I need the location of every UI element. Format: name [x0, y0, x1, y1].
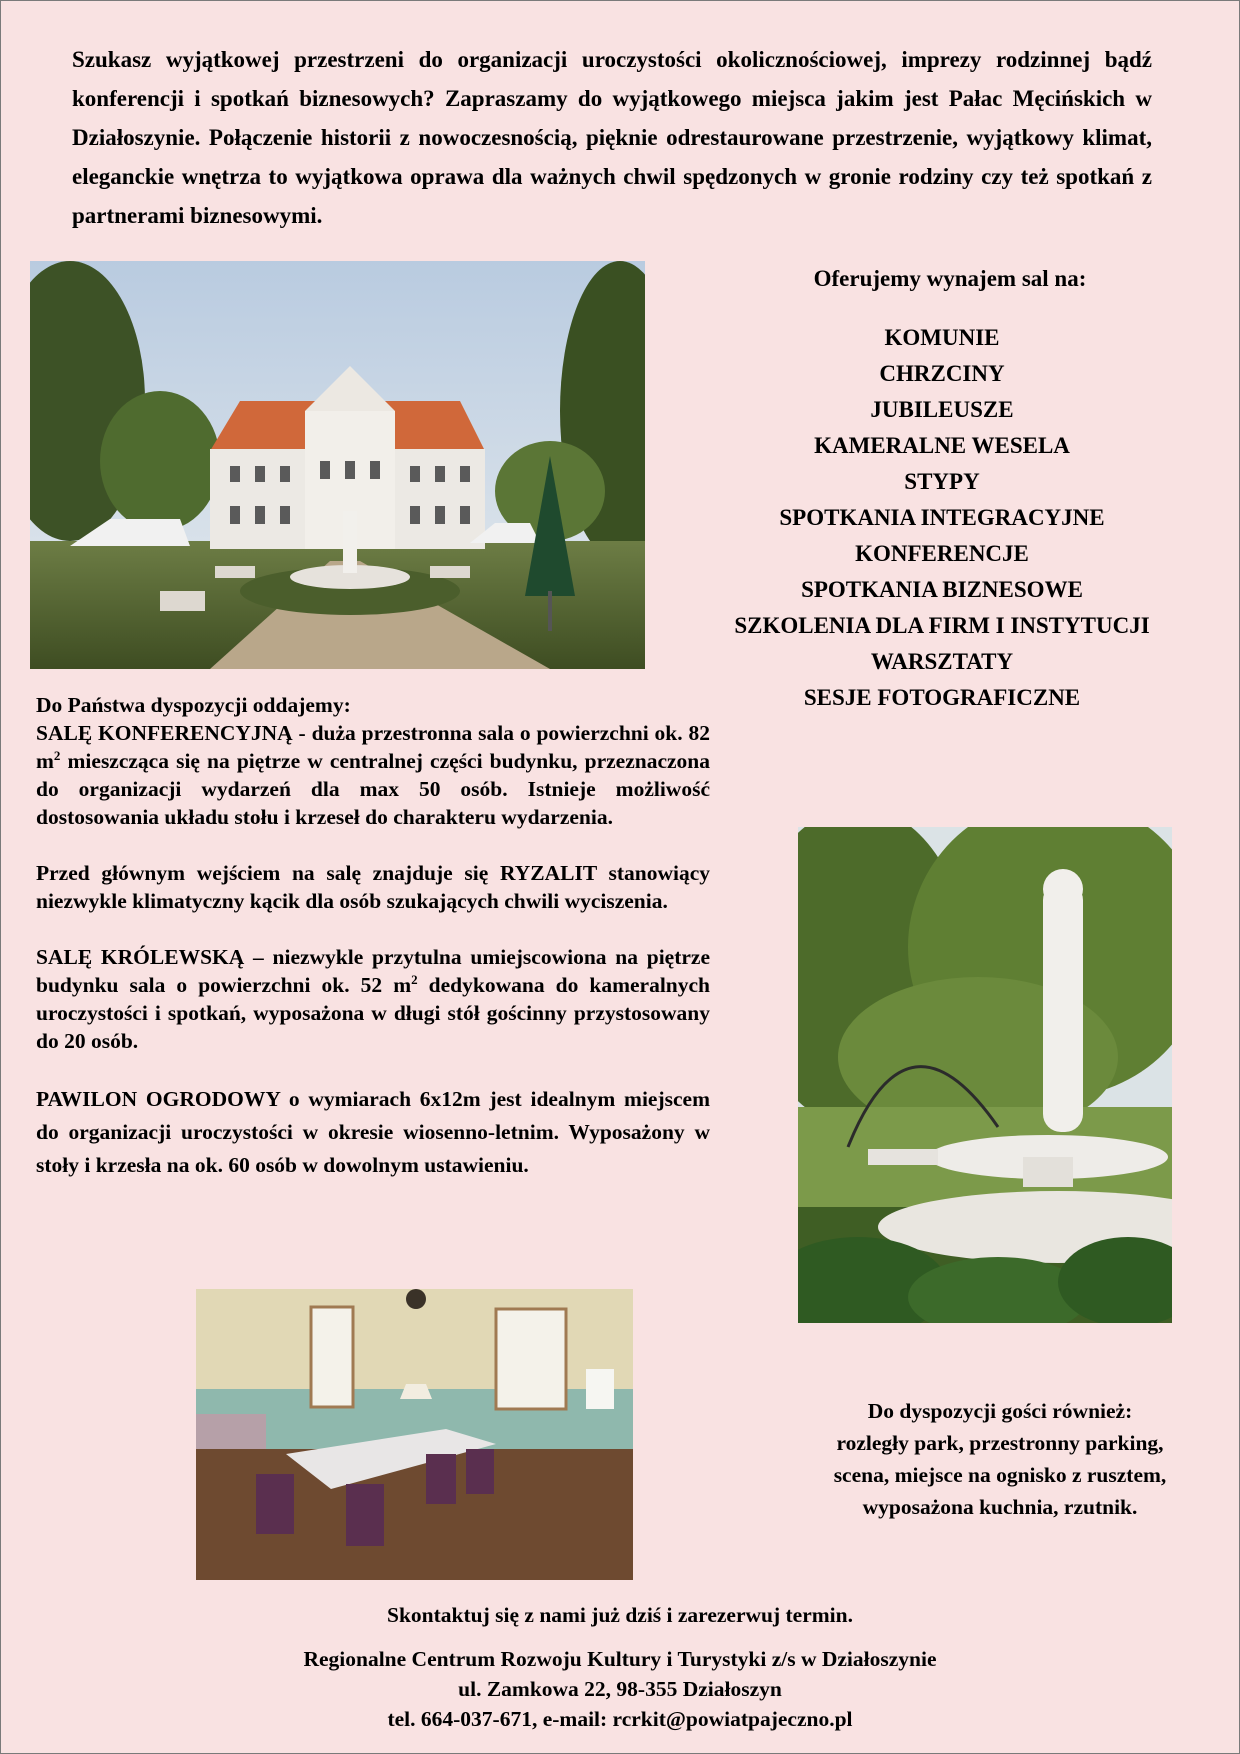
palace-photo: [30, 261, 645, 669]
conference-room-text: SALĘ KONFERENCYJNĄ - duża przestronna sala o powierzchni ok. 82 $m^2$ mieszcząca się na piętrze w centralnej części budynku, przeznaczona do organizacji wydarzeń dla max 50 osób. Istnieje możliwość dostosowania układu stołu i krzeseł do charakteru wydarzenia.: [36, 721, 710, 829]
extras-section: [790, 1395, 1210, 1523]
offer-item: SPOTKANIA INTEGRACYJNE: [779, 505, 1105, 530]
superscript: 2: [411, 972, 418, 987]
intro-paragraph: Szukasz wyjątkowej przestrzeni do organizacji uroczystości okolicznościowej, imprezy rodzinnej bądź konferencji i spotkań biznesowych? Zapraszamy do wyjątkowego miejsca jakim jest Pałac Męcińskich w Działoszynie. Połączenie historii z nowoczesnością, pięknie odrestaurowane przestrzenie, wyjątkowy klimat, eleganckie wnętrza to wyjątkowa oprawa dla ważnych chwil spędzonych w gronie rodziny czy też spotkań z partnerami biznesowymi.: [72, 47, 1152, 228]
offer-item: CHRZCINY: [879, 361, 1005, 386]
offer-list: [672, 320, 1212, 716]
offer-item: WARSZTATY: [870, 649, 1014, 674]
rooms-intro: Do Państwa dyspozycji oddajemy:: [36, 693, 351, 717]
offer-item: JUBILEUSZE: [870, 397, 1014, 422]
hall-photo: [196, 1289, 633, 1580]
extras-line: scena, miejsce na ognisko z rusztem,: [833, 1463, 1167, 1487]
offer-item: KAMERALNE WESELA: [814, 433, 1070, 458]
extras-line: wyposażona kuchnia, rzutnik.: [862, 1495, 1138, 1519]
offer-item: KOMUNIE: [884, 325, 1000, 350]
fountain-photo: [798, 827, 1172, 1323]
rooms-section: [36, 691, 710, 1182]
call-to-action: Skontaktuj się z nami już dziś i zarezerwuj termin.: [387, 1603, 853, 1627]
contact-info: tel. 664-037-671, e-mail: rcrkit@powiatpajeczno.pl: [387, 1707, 853, 1731]
superscript: 2: [53, 748, 61, 763]
offer-item: SESJE FOTOGRAFICZNE: [803, 685, 1081, 710]
royal-room-text: SALĘ KRÓLEWSKĄ – niezwykle przytulna umiejscowiona na piętrze budynku sala o powierzchni ok. 52 $m^2$ dedykowana do kameralnych uroczystości i spotkań, wyposażona w długi stół gościnny przystosowany do 20 osób.: [36, 945, 710, 1053]
organization-name: Regionalne Centrum Rozwoju Kultury i Turystyki z/s w Działoszynie: [303, 1647, 937, 1671]
footer: [0, 1600, 1240, 1734]
offer-heading: Oferujemy wynajem sal na:: [813, 266, 1087, 291]
offer-item: SZKOLENIA DLA FIRM I INSTYTUCJI: [734, 613, 1150, 638]
extras-line: rozległy park, przestronny parking,: [836, 1431, 1164, 1455]
pavilion-text: PAWILON OGRODOWY o wymiarach 6x12m jest idealnym miejscem do organizacji uroczystości w okresie wiosenno-letnim. Wyposażony w stoły i krzesła na ok. 60 osób w dowolnym ustawieniu.: [36, 1087, 710, 1177]
offer-item: SPOTKANIA BIZNESOWE: [801, 577, 1083, 602]
address: ul. Zamkowa 22, 98-355 Działoszyn: [458, 1677, 782, 1701]
ryzalit-text: Przed głównym wejściem na salę znajduje się RYZALIT stanowiący niezwykle klimatyczny kącik dla osób szukających chwili wyciszenia.: [36, 861, 710, 913]
offer-item: STYPY: [904, 469, 980, 494]
offer-item: KONFERENCJE: [855, 541, 1029, 566]
extras-heading: Do dyspozycji gości również:: [867, 1399, 1133, 1423]
